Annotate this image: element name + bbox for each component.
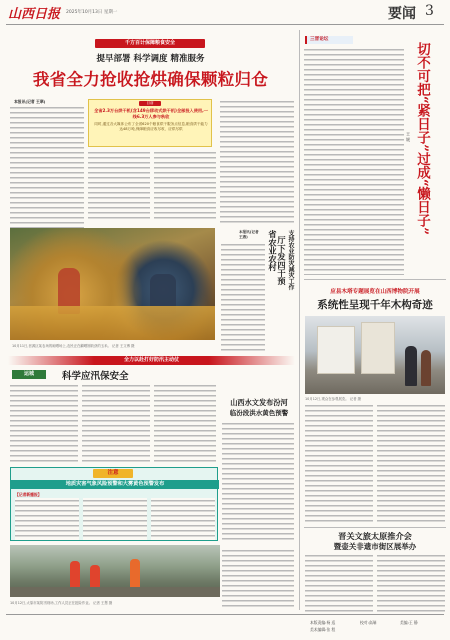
notice-panel (10, 467, 218, 541)
museum-body-col2 (377, 403, 445, 523)
side-story-body (221, 242, 265, 352)
flood-body (222, 421, 294, 543)
flood-headline-1: 山西水文发布汾河 (230, 398, 288, 407)
flood-photo (10, 545, 220, 597)
footer-proof: 校对:高瑞 (360, 620, 377, 625)
notice-body-col1 (15, 498, 79, 540)
side-story-title-1: 省农业农村 (268, 230, 278, 271)
notice-tag (93, 469, 133, 478)
commentary-title: 切不可把“紧日子”过成“懒日子” (414, 42, 430, 236)
commentary-tag-text: 三晋论坛 (310, 37, 329, 42)
commentary-body-1 (304, 47, 404, 275)
feature-kicker: 提早部署 科学调度 精准服务 (96, 54, 205, 64)
footer-design: 美编:王 静 (400, 620, 418, 625)
commentary-tag (305, 36, 353, 44)
notice-body-col2 (83, 498, 147, 540)
side-story-byline-2: 王燕) (239, 235, 248, 239)
feature-banner-text: 千方百计保障粮食安全 (124, 40, 175, 46)
masthead-rule (6, 24, 444, 25)
notice-sub: 【记者新播报】 (15, 492, 42, 497)
side-story-byline: 本报讯(记者 (239, 230, 259, 234)
side-story-title-3: 支持农业防灾减灾工作 (287, 230, 294, 290)
date-line: 2025年10月13日 星期一 (66, 10, 118, 15)
infobox-tag-text: 目前 (146, 101, 154, 105)
side-story (219, 228, 295, 356)
museum-photo (305, 316, 445, 394)
fight-label-text: 运城 (23, 371, 34, 377)
tourism-body-col2 (377, 553, 445, 613)
footer-rule (6, 614, 444, 615)
flood-photo-caption: 10月12日,太原市某防汛现场,工作人员正在抢险作业。 记者 王慧 摄 (10, 601, 113, 605)
flood-body-2 (222, 548, 294, 608)
museum-kicker: 应县木塔专题展览在山西博物院开展 (330, 289, 420, 295)
feature-body-col4 (220, 99, 294, 223)
footer-editor-2: 美术编辑:张 程 (310, 627, 336, 632)
feature-photo (10, 228, 215, 340)
fight-headline: 科学应汛保安全 (62, 371, 129, 382)
feature-headline: 我省全力抢收抢烘确保颗粒归仓 (32, 70, 269, 89)
feature-byline: 本报讯(记者 王翠) (14, 99, 46, 104)
flood-headline-2: 临汾段洪水黄色预警 (229, 409, 289, 417)
feature-infobox (88, 99, 212, 147)
photo-corn-pile (10, 306, 215, 340)
page-number: 3 (425, 3, 434, 19)
side-story-title-2: 厅下发四干预 (277, 236, 287, 286)
museum-rule (304, 279, 446, 280)
tourism-headline-1: 晋关文旅太原推介会 (338, 531, 412, 541)
tourism-body-col1 (305, 553, 373, 613)
footer-editor: 本版责编:杨 巡 (310, 620, 336, 625)
fight-banner (8, 356, 295, 365)
masthead (0, 0, 450, 26)
notice-headline: 地质灾害气象风险预警和大雾黄色预警发布 (65, 481, 165, 487)
commentary-author: 王 媛 (406, 132, 411, 142)
fight-body-col3 (154, 383, 216, 463)
notice-headline-bar (11, 480, 219, 489)
feature-body-col3 (154, 150, 216, 222)
fight-banner-text: 全力以赴打好防汛主动仗 (123, 357, 179, 363)
museum-photo-panel (317, 326, 355, 374)
fight-body-col1 (10, 383, 78, 463)
tourism-headline-2: 暨壶关非遗市街区展举办 (333, 542, 417, 551)
tourism-rule (304, 527, 446, 528)
feature-photo-caption: 10月11日,晋源区某农场的晾晒场上,农民正在翻晒刚收获的玉米。 记者 王文博 摄 (12, 344, 135, 348)
notice-body-col3 (151, 498, 215, 540)
museum-photo-visitor (405, 346, 417, 386)
infobox-tag (139, 101, 161, 106)
infobox-line-2: 同时,通过各大媒体公布了全省620个粮食烘干服务点信息,粮食烘干能力达48万吨,保障粮食应收尽收、应烘尽烘 (94, 122, 208, 132)
infobox-line-1: 全省2.3万台烘干机(含149台移动式烘干机)全部投入使用,一线6.3万人参与秋收 (94, 108, 208, 119)
museum-photo-panel-2 (361, 322, 395, 374)
museum-body-col1 (305, 403, 373, 523)
notice-tag-text: 注意 (107, 470, 119, 476)
flood-photo-ground (10, 587, 220, 597)
newspaper-logo: 山西日报 (8, 7, 61, 22)
fight-body-col2 (82, 383, 150, 463)
museum-headline: 系统性呈现千年木构奇迹 (317, 299, 433, 311)
feature-body-col2 (88, 150, 150, 222)
fight-label (12, 370, 46, 379)
section-title: 要闻 (388, 6, 416, 22)
feature-banner (95, 39, 205, 48)
column-divider (299, 30, 300, 610)
museum-caption: 10月12日,观众在参观展览。 记者 摄 (305, 397, 361, 401)
museum-photo-visitor-2 (421, 350, 431, 386)
